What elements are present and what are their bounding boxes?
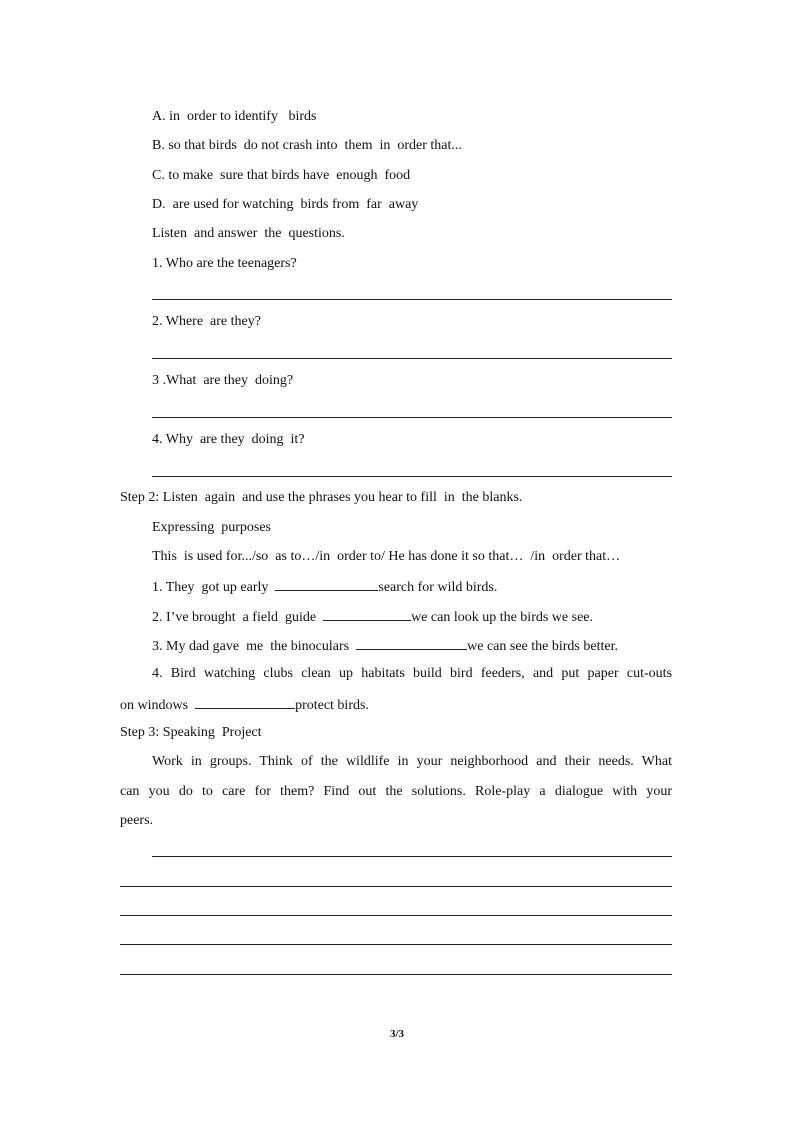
answer-line-3[interactable] xyxy=(152,417,672,418)
blank-2[interactable] xyxy=(323,607,411,621)
blank-1[interactable] xyxy=(275,577,378,591)
step2-heading: Step 2: Listen again and use the phrases you hear to fill in the blanks. xyxy=(120,490,523,505)
sentence-2-end: we can look up the birds we see. xyxy=(411,610,594,625)
sentence-4-end: protect birds. xyxy=(295,698,369,713)
writing-line-5[interactable] xyxy=(120,974,672,975)
blank-sentence-2 xyxy=(152,607,593,627)
option-b: B. so that birds do not crash into them in order that... xyxy=(152,138,462,153)
answer-line-4[interactable] xyxy=(152,476,672,477)
answer-line-1[interactable] xyxy=(152,299,672,300)
writing-line-2[interactable] xyxy=(120,886,672,887)
blank-sentence-3 xyxy=(152,636,618,656)
question-4: 4. Why are they doing it? xyxy=(152,432,305,447)
question-2: 2. Where are they? xyxy=(152,314,261,329)
blank-3[interactable] xyxy=(356,636,467,650)
option-a: A. in order to identify birds xyxy=(152,109,317,124)
sentence-1-end: search for wild birds. xyxy=(378,580,498,595)
step3-heading: Step 3: Speaking Project xyxy=(120,725,262,740)
writing-line-1[interactable] xyxy=(152,856,672,857)
option-d: D. are used for watching birds from far away xyxy=(152,197,419,212)
writing-line-4[interactable] xyxy=(120,944,672,945)
step3-text-line3: peers. xyxy=(120,813,154,828)
listen-instruction: Listen and answer the questions. xyxy=(152,226,345,241)
purpose-phrases: This is used for.../so as to…/in order to/ He has done it so that… /in order that… xyxy=(152,549,621,564)
step3-text-line2: can you do to care for them? Find out the solutions. Role-play a dialogue with your xyxy=(120,784,672,799)
sentence-1-start: 1. They got up early xyxy=(152,580,276,595)
sentence-3-start: 3. My dad gave me the binoculars xyxy=(152,639,357,654)
option-c: C. to make sure that birds have enough food xyxy=(152,168,411,183)
sentence-2-start: 2. I’ve brought a field guide xyxy=(152,610,324,625)
page-number: 3/3 xyxy=(389,1028,405,1040)
step3-text-line1: Work in groups. Think of the wildlife in your neighborhood and their needs. What xyxy=(152,754,672,769)
blank-4[interactable] xyxy=(195,695,295,709)
blank-sentence-1 xyxy=(152,577,497,597)
blank-sentence-4 xyxy=(120,695,369,715)
sentence-3-end: we can see the birds better. xyxy=(467,639,618,654)
writing-line-3[interactable] xyxy=(120,915,672,916)
sentence-4-line1: 4. Bird watching clubs clean up habitats build bird feeders, and put paper cut-outs xyxy=(152,666,672,681)
answer-line-2[interactable] xyxy=(152,358,672,359)
question-3: 3 .What are they doing? xyxy=(152,373,294,388)
question-1: 1. Who are the teenagers? xyxy=(152,256,297,271)
step2-subheading: Expressing purposes xyxy=(152,520,271,535)
sentence-4-start: on windows xyxy=(120,698,196,713)
